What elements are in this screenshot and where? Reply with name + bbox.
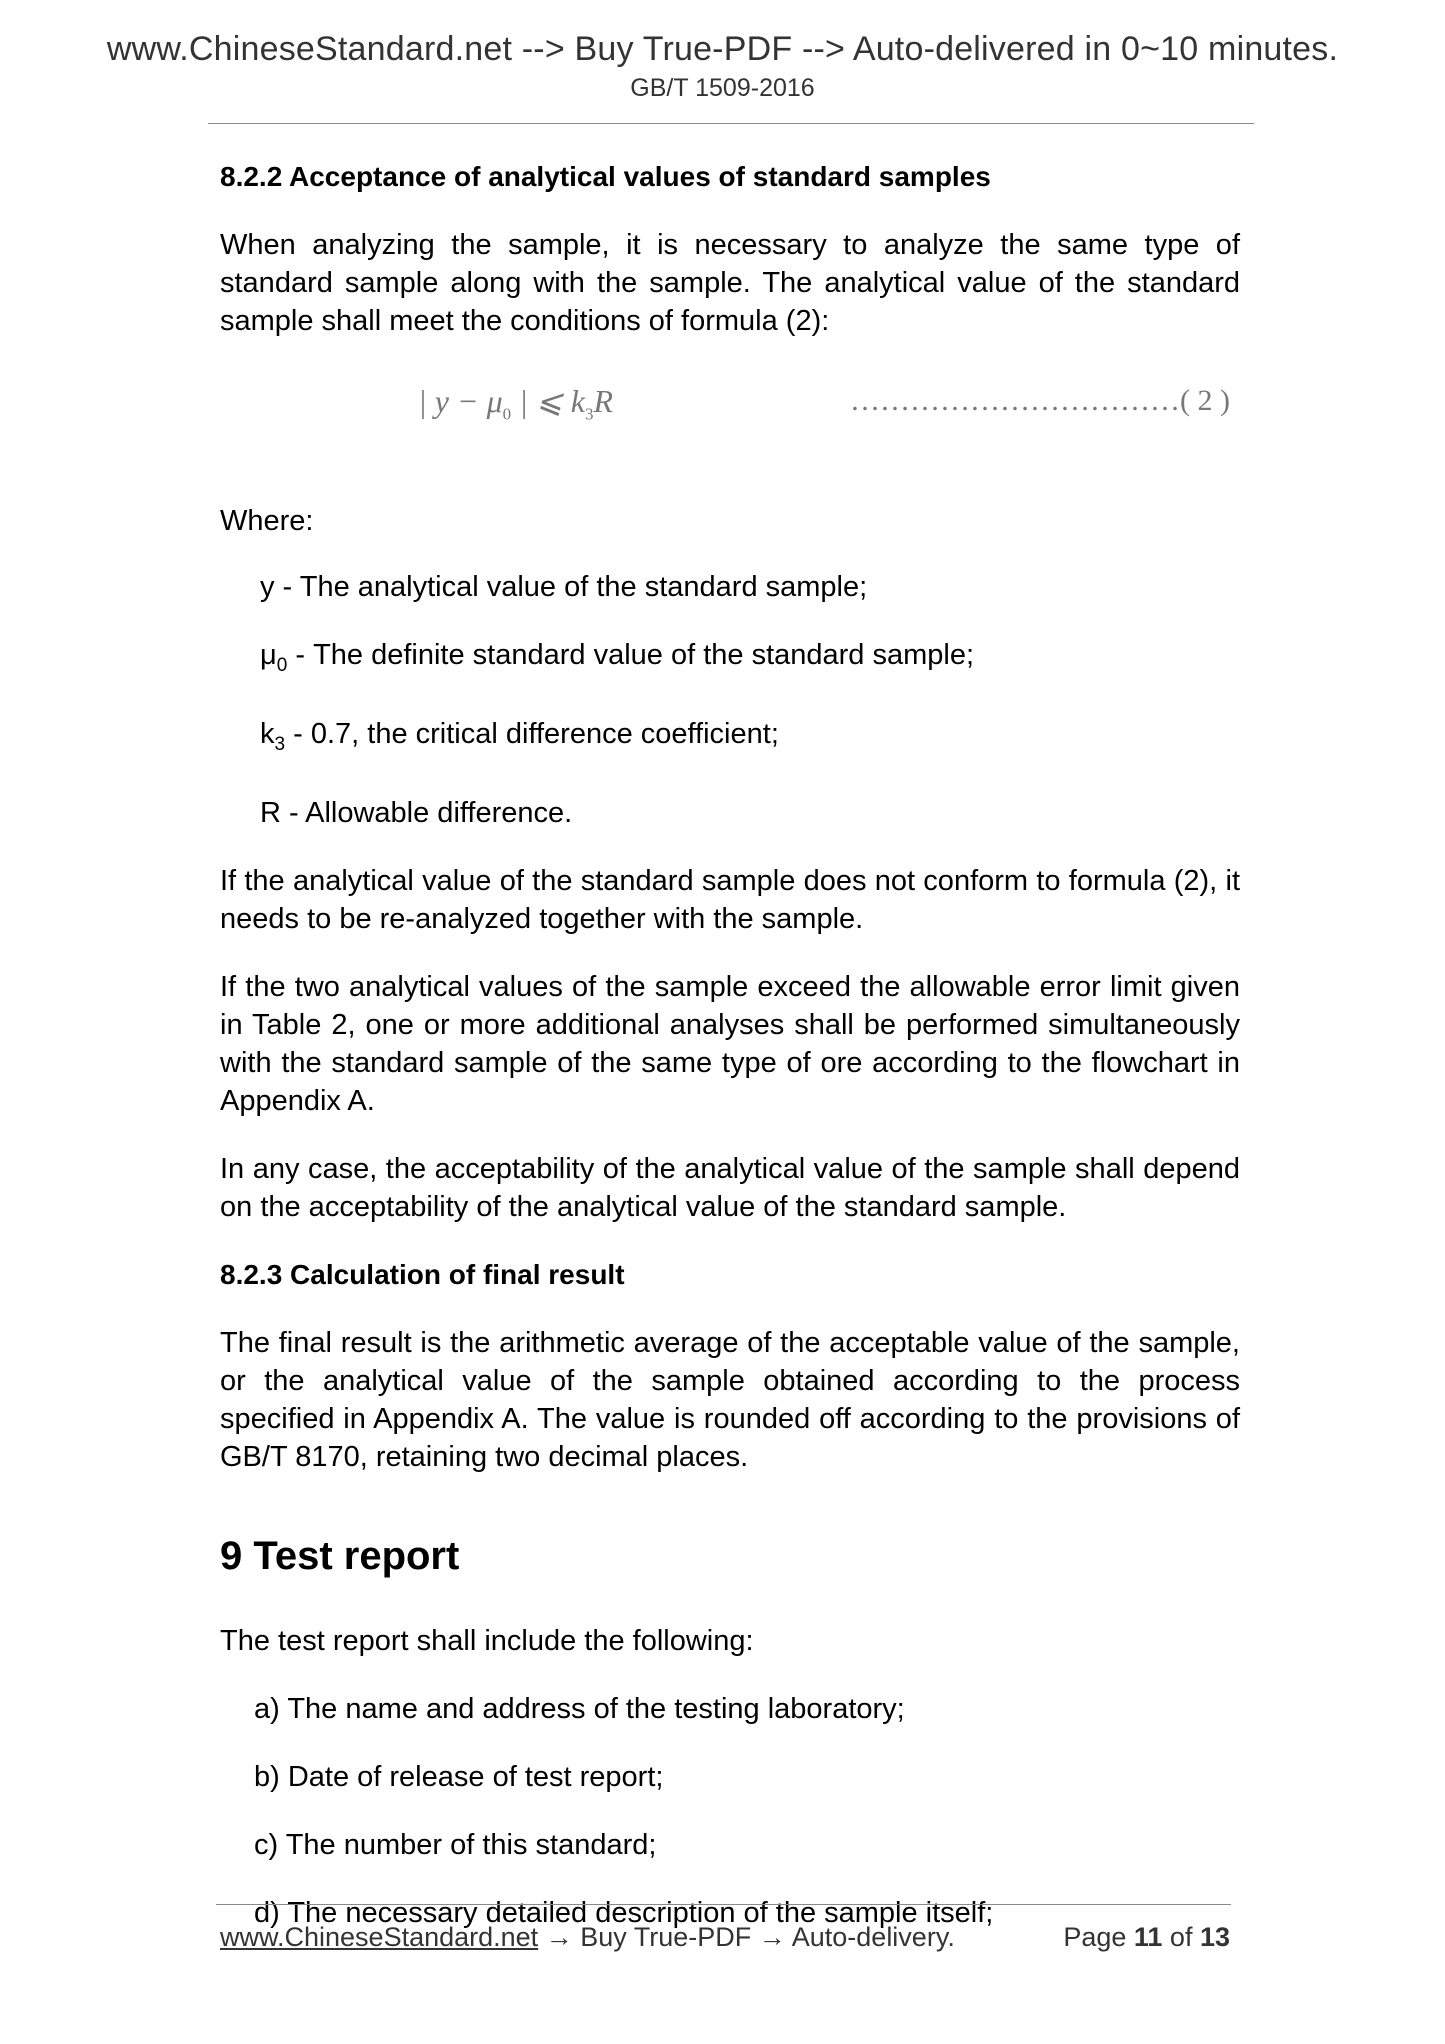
footer-tagline: → Buy True-PDF → Auto-delivery. [538, 1922, 955, 1952]
header-banner: www.ChineseStandard.net --> Buy True-PDF --> Auto-delivered in 0~10 minutes. [106, 30, 1339, 68]
definition-item: $\mu_0$ - The definite standard value of the standard sample; [260, 639, 975, 676]
formula-2 [220, 382, 1240, 434]
list-item: c) The number of this standard; [254, 1828, 657, 1861]
paragraph-final-result: The final result is the arithmetic average of the acceptable value of the sample, or the analytical value of the sample obtained according to the process specified in Appendix A. The value is rounded off according to the provisions of GB/T 8170, retaining two decimal places. [220, 1326, 1240, 1473]
formula-expression: | $y - \mu_0$ | ⩽ $k_3R$ [418, 383, 614, 424]
formula-number: ……………………………( 2 ) [850, 384, 1230, 417]
section-heading-8-2-3: 8.2.3 Calculation of final result [220, 1258, 625, 1290]
paragraph-additional-analyses: If the two analytical values of the sample exceed the allowable error limit given in Table 2, one or more additional analyses shall be performed simultaneously with the standard sample of the same type of ore according to the flowchart in Appendix A. [220, 970, 1240, 1117]
paragraph-reanalyze: If the analytical value of the standard sample does not conform to formula (2), it needs to be re-analyzed together with the sample. [220, 864, 1240, 935]
footer-divider [216, 1904, 1231, 1905]
footer-site-link[interactable]: www.ChineseStandard.net [220, 1922, 539, 1952]
list-item: b) Date of release of test report; [254, 1760, 664, 1793]
definition-item: $k_3 - 0.7$, the critical difference coefficient; [260, 717, 779, 755]
where-label: Where: [220, 505, 314, 537]
page-indicator: Page 11 of 13 [1063, 1922, 1230, 1952]
section-heading-8-2-2: 8.2.2 Acceptance of analytical values of standard samples [220, 161, 991, 192]
paragraph-acceptability: In any case, the acceptability of the analytical value of the sample shall depend on the acceptability of the analytical value of the standard sample. [220, 1152, 1240, 1223]
header-divider [208, 123, 1254, 124]
paragraph-report-intro: The test report shall include the following: [220, 1624, 754, 1657]
document-id: GB/T 1509-2016 [630, 74, 815, 102]
paragraph-intro: When analyzing the sample, it is necessary to analyze the same type of standard sample along with the sample. The analytical value of the standard sample shall meet the conditions of formula (2): [220, 229, 1240, 337]
list-item: a) The name and address of the testing laboratory; [254, 1692, 905, 1725]
section-heading-9: 9 Test report [220, 1533, 460, 1578]
page-footer [220, 1922, 1230, 1962]
page-content [220, 158, 1240, 1962]
list-item: d) The necessary detailed description of the sample itself; [254, 1896, 994, 1929]
definition-item: y - The analytical value of the standard sample; [260, 571, 868, 603]
definition-item: R - Allowable difference. [260, 796, 573, 829]
